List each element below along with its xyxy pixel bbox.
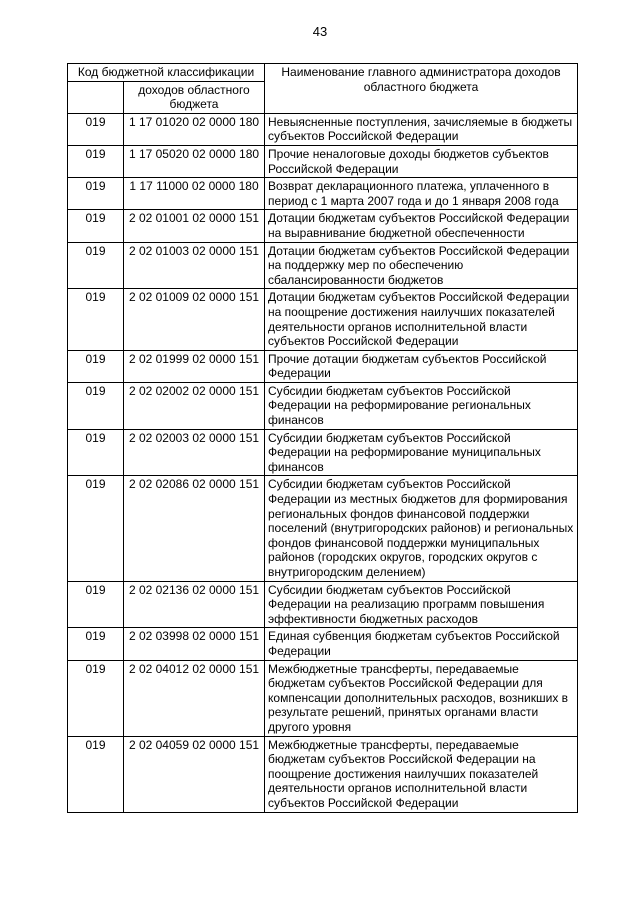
revenue-code-cell: 2 02 02002 02 0000 151 [124,382,265,429]
administrator-name-cell: Дотации бюджетам субъектов Российской Федерации на поощрение достижения наилучших показателей деятельности органов исполнительной власти субъектов Российской Федерации [265,289,578,350]
admin-code-cell: 019 [68,628,124,660]
revenue-code-cell: 1 17 11000 02 0000 180 [124,178,265,210]
admin-code-cell: 019 [68,581,124,628]
table-body [68,113,578,812]
revenue-code-cell: 2 02 03998 02 0000 151 [124,628,265,660]
revenue-code-cell: 2 02 04059 02 0000 151 [124,736,265,812]
admin-code-cell: 019 [68,382,124,429]
header-revenue-code: доходов областного бюджета [124,81,265,113]
admin-code-cell: 019 [68,476,124,581]
revenue-code-cell: 2 02 02086 02 0000 151 [124,476,265,581]
table-row [68,581,578,628]
administrator-name-cell: Дотации бюджетам субъектов Российской Федерации на выравнивание бюджетной обеспеченности [265,210,578,242]
table-row [68,145,578,177]
header-administrator-name: Наименование главного администратора доходов областного бюджета [265,64,578,114]
admin-code-cell: 019 [68,736,124,812]
administrator-name-cell: Субсидии бюджетам субъектов Российской Федерации на реализацию программ повышения эффективности бюджетных расходов [265,581,578,628]
administrator-name-cell: Единая субвенция бюджетам субъектов Российской Федерации [265,628,578,660]
revenue-code-cell: 1 17 01020 02 0000 180 [124,113,265,145]
revenue-code-cell: 1 17 05020 02 0000 180 [124,145,265,177]
table-row [68,210,578,242]
table-row [68,289,578,350]
administrator-name-cell: Прочие дотации бюджетам субъектов Российской Федерации [265,350,578,382]
budget-classification-table [67,63,578,813]
revenue-code-cell: 2 02 01999 02 0000 151 [124,350,265,382]
revenue-code-cell: 2 02 01003 02 0000 151 [124,242,265,289]
administrator-name-cell: Межбюджетные трансферты, передаваемые бюджетам субъектов Российской Федерации на поощрение достижения наилучших показателей деятельности органов исполнительной власти субъектов Российской Федерации [265,736,578,812]
revenue-code-cell: 2 02 02136 02 0000 151 [124,581,265,628]
admin-code-cell: 019 [68,289,124,350]
administrator-name-cell: Невыясненные поступления, зачисляемые в бюджеты субъектов Российской Федерации [265,113,578,145]
administrator-name-cell: Возврат декларационного платежа, уплаченного в период с 1 марта 2007 года и до 1 января 2008 года [265,178,578,210]
admin-code-cell: 019 [68,429,124,476]
administrator-name-cell: Субсидии бюджетам субъектов Российской Федерации на реформирование региональных финансов [265,382,578,429]
table-row [68,476,578,581]
admin-code-cell: 019 [68,242,124,289]
administrator-name-cell: Субсидии бюджетам субъектов Российской Федерации из местных бюджетов для формирования региональных фондов финансовой поддержки поселений (внутригородских районов) и региональных фондов финансовой поддержки муниципальных районов (городских округов, городских округов с внутригородским делением) [265,476,578,581]
admin-code-cell: 019 [68,350,124,382]
page-number: 43 [312,24,328,39]
administrator-name-cell: Дотации бюджетам субъектов Российской Федерации на поддержку мер по обеспечению сбалансированности бюджетов [265,242,578,289]
table-row [68,429,578,476]
administrator-name-cell: Прочие неналоговые доходы бюджетов субъектов Российской Федерации [265,145,578,177]
header-admin-code [68,81,124,113]
header-row-top [68,64,578,82]
revenue-code-cell: 2 02 04012 02 0000 151 [124,660,265,736]
table-row [68,382,578,429]
revenue-code-cell: 2 02 01009 02 0000 151 [124,289,265,350]
revenue-code-cell: 2 02 01001 02 0000 151 [124,210,265,242]
administrator-name-cell: Субсидии бюджетам субъектов Российской Федерации на реформирование муниципальных финансов [265,429,578,476]
table-row [68,178,578,210]
table-row [68,242,578,289]
table-header [68,64,578,114]
admin-code-cell: 019 [68,178,124,210]
admin-code-cell: 019 [68,145,124,177]
admin-code-cell: 019 [68,113,124,145]
admin-code-cell: 019 [68,210,124,242]
header-classification-code: Код бюджетной классификации [68,64,265,82]
table-row [68,350,578,382]
admin-code-cell: 019 [68,660,124,736]
table-row [68,736,578,812]
administrator-name-cell: Межбюджетные трансферты, передаваемые бюджетам субъектов Российской Федерации для компенсации дополнительных расходов, возникших в результате решений, принятых органами власти другого уровня [265,660,578,736]
revenue-code-cell: 2 02 02003 02 0000 151 [124,429,265,476]
table-row [68,660,578,736]
table-row [68,628,578,660]
table-row [68,113,578,145]
